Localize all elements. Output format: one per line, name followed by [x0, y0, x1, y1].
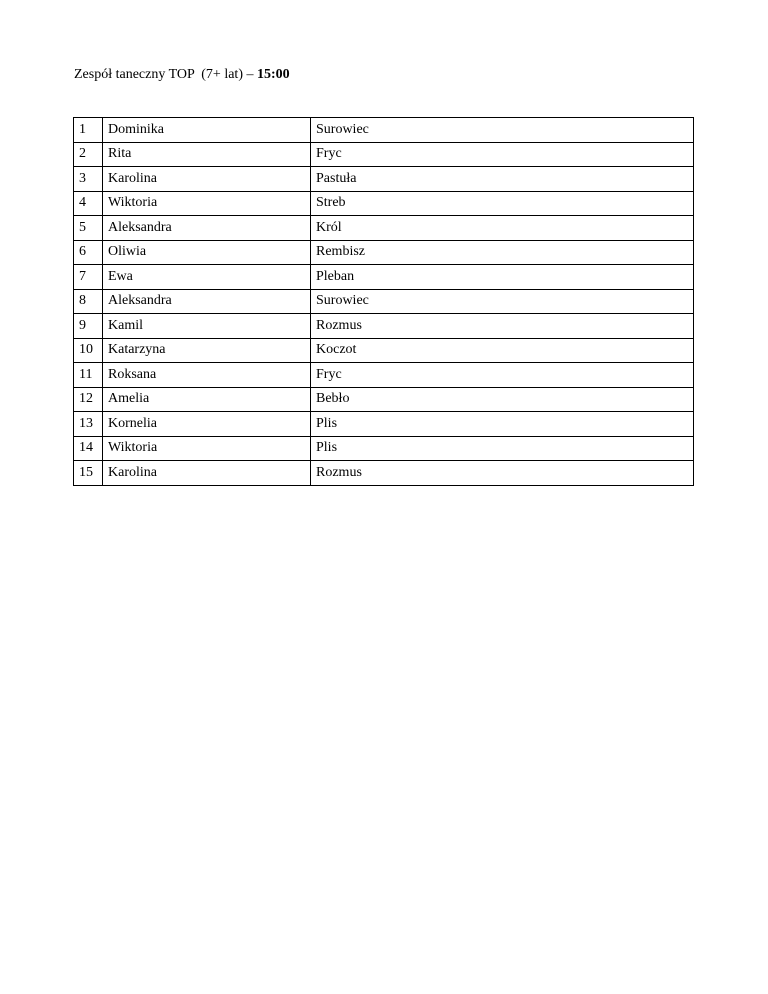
table-row [74, 216, 694, 241]
first-name: Aleksandra [103, 289, 311, 314]
table-row [74, 363, 694, 388]
last-name: Rozmus [311, 461, 694, 486]
last-name: Bebło [311, 387, 694, 412]
first-name: Ewa [103, 265, 311, 290]
first-name: Rita [103, 142, 311, 167]
last-name: Koczot [311, 338, 694, 363]
first-name: Oliwia [103, 240, 311, 265]
first-name: Kamil [103, 314, 311, 339]
last-name: Fryc [311, 142, 694, 167]
row-number: 1 [74, 118, 103, 143]
last-name: Rembisz [311, 240, 694, 265]
row-number: 4 [74, 191, 103, 216]
last-name: Fryc [311, 363, 694, 388]
row-number: 12 [74, 387, 103, 412]
table-row [74, 118, 694, 143]
row-number: 13 [74, 412, 103, 437]
last-name: Pastuła [311, 167, 694, 192]
roster-table [73, 117, 694, 486]
row-number: 10 [74, 338, 103, 363]
table-row [74, 338, 694, 363]
first-name: Katarzyna [103, 338, 311, 363]
table-row [74, 191, 694, 216]
table-row [74, 387, 694, 412]
last-name: Pleban [311, 265, 694, 290]
row-number: 15 [74, 461, 103, 486]
title-time: 15:00 [256, 67, 290, 82]
first-name: Karolina [103, 167, 311, 192]
first-name: Roksana [103, 363, 311, 388]
table-row [74, 412, 694, 437]
table-row [74, 461, 694, 486]
first-name: Wiktoria [103, 436, 311, 461]
first-name: Dominika [103, 118, 311, 143]
row-number: 7 [74, 265, 103, 290]
first-name: Aleksandra [103, 216, 311, 241]
table-row [74, 314, 694, 339]
last-name: Streb [311, 191, 694, 216]
last-name: Surowiec [311, 289, 694, 314]
table-row [74, 436, 694, 461]
first-name: Kornelia [103, 412, 311, 437]
title-text: Zespół taneczny TOP (7+ lat) – [74, 67, 257, 82]
table-row [74, 289, 694, 314]
table-row [74, 265, 694, 290]
last-name: Król [311, 216, 694, 241]
table-row [74, 167, 694, 192]
row-number: 3 [74, 167, 103, 192]
row-number: 2 [74, 142, 103, 167]
first-name: Wiktoria [103, 191, 311, 216]
last-name: Plis [311, 436, 694, 461]
row-number: 6 [74, 240, 103, 265]
row-number: 9 [74, 314, 103, 339]
first-name: Amelia [103, 387, 311, 412]
row-number: 8 [74, 289, 103, 314]
page-title [74, 66, 290, 84]
row-number: 14 [74, 436, 103, 461]
row-number: 11 [74, 363, 103, 388]
table-row [74, 142, 694, 167]
last-name: Plis [311, 412, 694, 437]
first-name: Karolina [103, 461, 311, 486]
last-name: Surowiec [311, 118, 694, 143]
row-number: 5 [74, 216, 103, 241]
last-name: Rozmus [311, 314, 694, 339]
table-row [74, 240, 694, 265]
